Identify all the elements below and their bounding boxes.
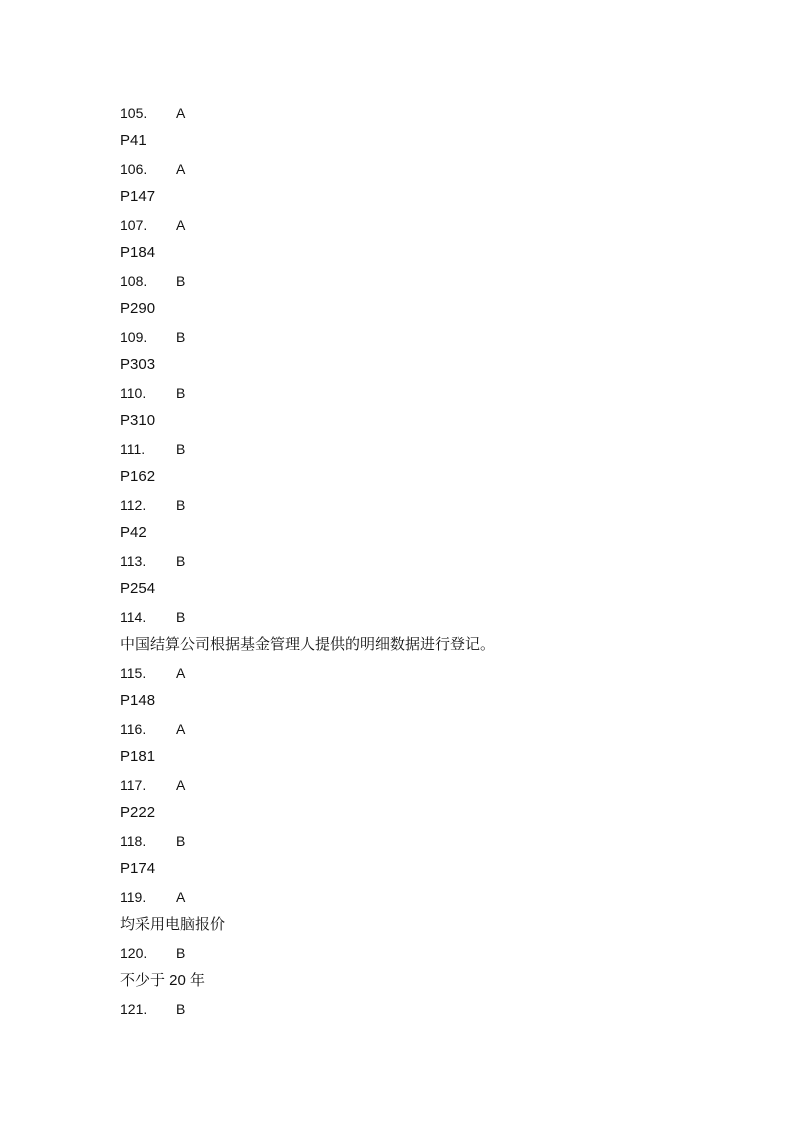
answer-row [120, 883, 720, 911]
question-number: 105. [120, 105, 148, 121]
answer-letter: B [176, 273, 186, 289]
answer-letter: A [176, 777, 186, 793]
answer-letter: A [176, 217, 186, 233]
answer-row [120, 379, 720, 407]
answer-note: P147 [120, 188, 156, 205]
answer-letter: B [176, 329, 186, 345]
question-number: 121. [120, 1001, 148, 1017]
question-number: 110. [120, 385, 147, 401]
answer-list [120, 99, 720, 1023]
answer-letter: A [176, 665, 186, 681]
question-number: 111. [120, 441, 146, 457]
answer-row [120, 659, 720, 687]
question-number: 116. [120, 721, 147, 737]
question-number: 109. [120, 329, 148, 345]
answer-letter: B [176, 1001, 186, 1017]
answer-note: P162 [120, 468, 156, 485]
answer-row [120, 995, 720, 1023]
answer-row [120, 267, 720, 295]
answer-row [120, 491, 720, 519]
answer-row [120, 323, 720, 351]
answer-row [120, 827, 720, 855]
answer-letter: A [176, 721, 186, 737]
answer-note: P181 [120, 748, 156, 765]
answer-letter: B [176, 497, 186, 513]
answer-note: P41 [120, 132, 147, 149]
answer-letter: B [176, 553, 186, 569]
answer-note: 不少于 20 年 [120, 972, 206, 989]
question-number: 113. [120, 553, 147, 569]
answer-note: P184 [120, 244, 156, 261]
question-number: 107. [120, 217, 148, 233]
answer-row [120, 771, 720, 799]
answer-letter: B [176, 385, 186, 401]
answer-letter: A [176, 889, 186, 905]
answer-note: P42 [120, 524, 147, 541]
answer-note: 中国结算公司根据基金管理人提供的明细数据进行登记。 [120, 636, 496, 653]
answer-letter: A [176, 161, 186, 177]
question-number: 117. [120, 777, 147, 793]
question-number: 119. [120, 889, 147, 905]
question-number: 120. [120, 945, 148, 961]
question-number: 115. [120, 665, 147, 681]
answer-note: P148 [120, 692, 156, 709]
answer-note: P254 [120, 580, 156, 597]
answer-letter: B [176, 945, 186, 961]
question-number: 108. [120, 273, 148, 289]
question-number: 114. [120, 609, 147, 625]
answer-note: P290 [120, 300, 156, 317]
answer-row [120, 211, 720, 239]
answer-row [120, 603, 720, 631]
answer-row [120, 939, 720, 967]
answer-note: P222 [120, 804, 156, 821]
answer-note: P303 [120, 356, 156, 373]
answer-letter: B [176, 441, 186, 457]
answer-row [120, 715, 720, 743]
answer-note: 均采用电脑报价 [120, 916, 226, 933]
answer-row [120, 435, 720, 463]
answer-note: P174 [120, 860, 156, 877]
answer-letter: B [176, 609, 186, 625]
answer-letter: A [176, 105, 186, 121]
answer-row [120, 155, 720, 183]
question-number: 118. [120, 833, 147, 849]
question-number: 112. [120, 497, 147, 513]
question-number: 106. [120, 161, 148, 177]
answer-row [120, 99, 720, 127]
answer-note: P310 [120, 412, 156, 429]
answer-letter: B [176, 833, 186, 849]
answer-row [120, 547, 720, 575]
